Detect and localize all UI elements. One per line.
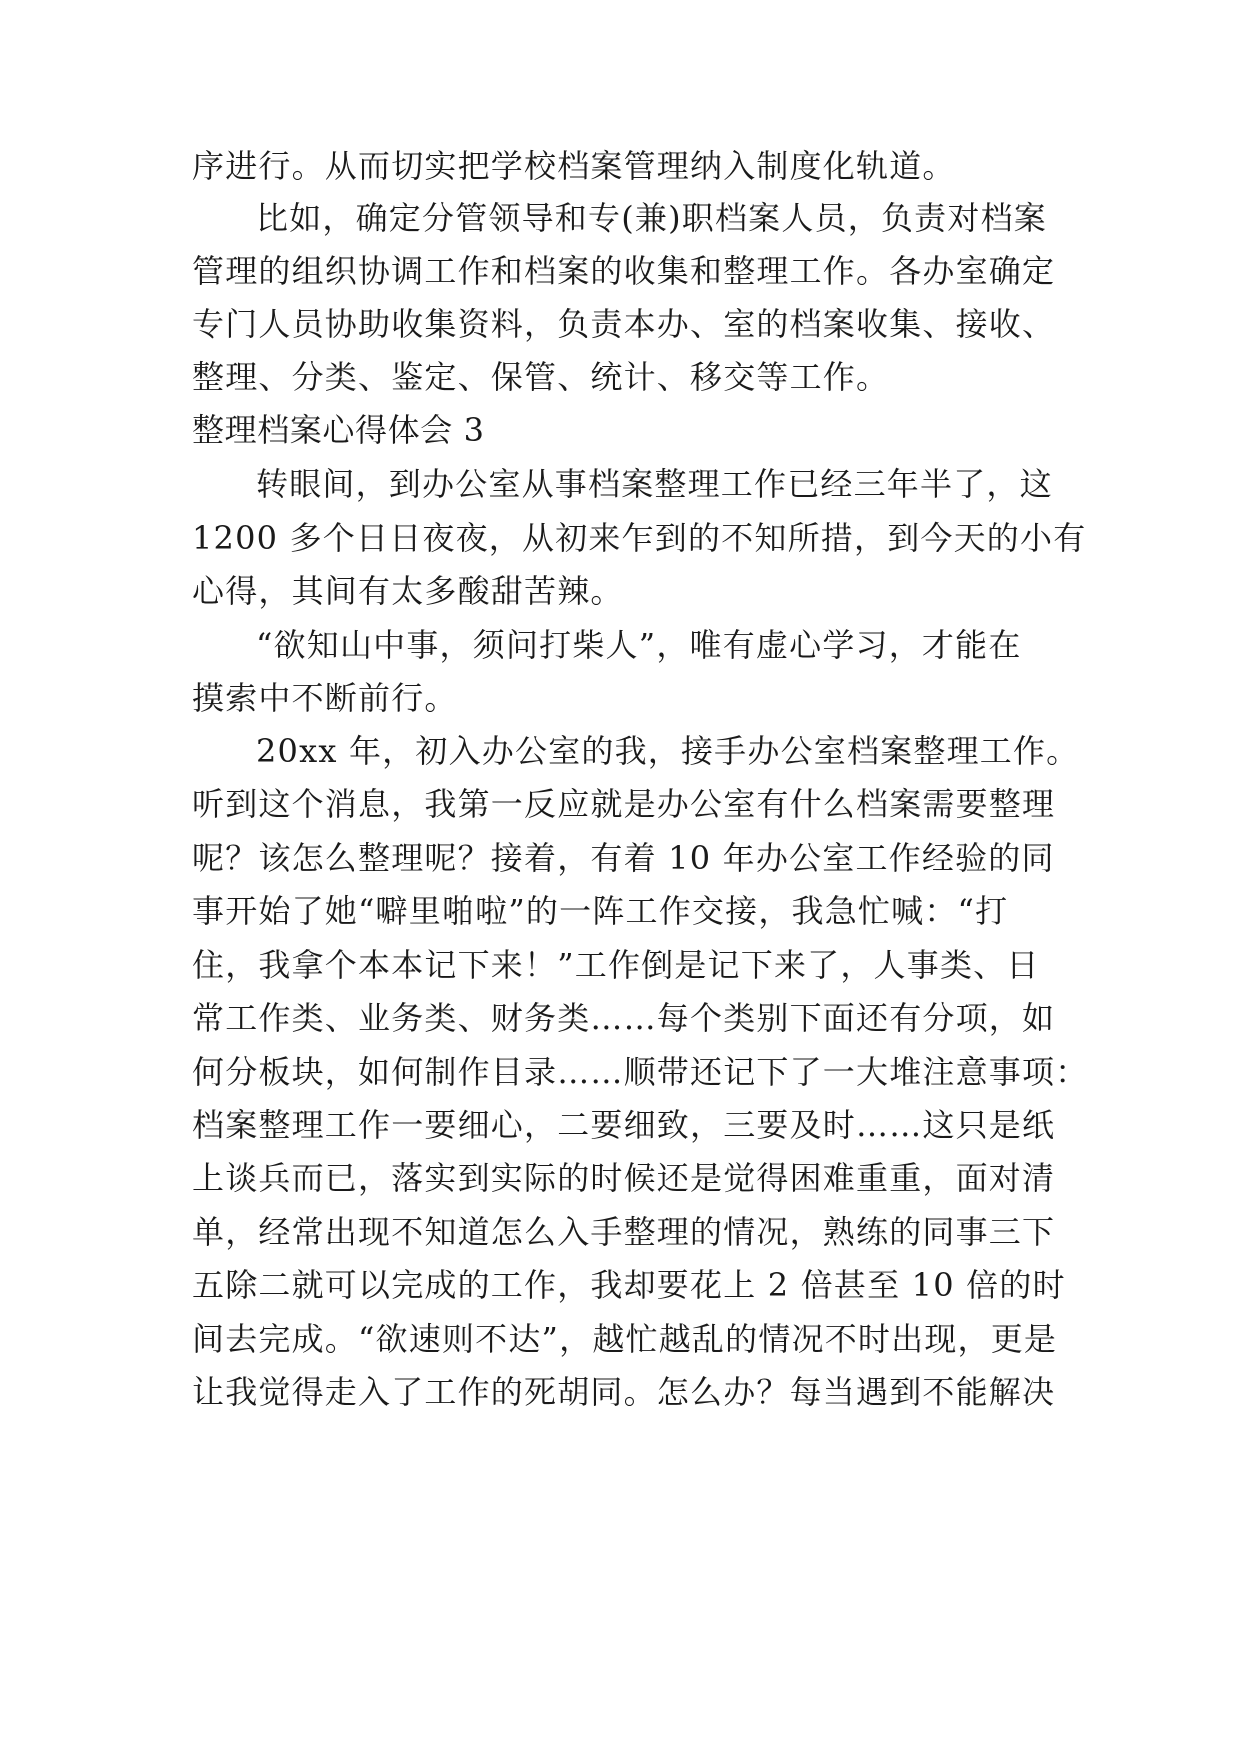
text-line: 摸索中不断前行。: [192, 679, 458, 717]
text-line: 20xx 年，初入办公室的我，接手办公室档案整理工作。: [256, 732, 1080, 770]
text-line: 听到这个消息，我第一反应就是办公室有什么档案需要整理: [192, 785, 1056, 823]
text-line: 比如，确定分管领导和专(兼)职档案人员，负责对档案: [256, 199, 1047, 237]
text-line: 何分板块，如何制作目录……顺带还记下了一大堆注意事项：: [192, 1053, 1089, 1091]
text-line: 住，我拿个本本记下来！”工作倒是记下来了，人事类、日: [192, 946, 1040, 984]
text-line: 管理的组织协调工作和档案的收集和整理工作。各办室确定: [192, 252, 1056, 290]
text-line: 心得，其间有太多酸甜苦辣。: [192, 572, 624, 610]
text-line: 让我觉得走入了工作的死胡同。怎么办？每当遇到不能解决: [192, 1373, 1056, 1411]
text-line: 呢？该怎么整理呢？接着，有着 10 年办公室工作经验的同: [192, 839, 1055, 877]
text-line: 间去完成。“欲速则不达”，越忙越乱的情况不时出现，更是: [192, 1320, 1058, 1358]
text-line: 转眼间，到办公室从事档案整理工作已经三年半了，这: [256, 465, 1053, 503]
section-heading: 整理档案心得体会 3: [192, 411, 485, 449]
text-line: “欲知山中事，须问打柴人”，唯有虚心学习，才能在: [256, 626, 1022, 664]
text-line: 上谈兵而已，落实到实际的时候还是觉得困难重重，面对清: [192, 1159, 1056, 1197]
text-line: 事开始了她“噼里啪啦”的一阵工作交接，我急忙喊：“打: [192, 892, 1009, 930]
text-line: 五除二就可以完成的工作，我却要花上 2 倍甚至 10 倍的时: [192, 1266, 1066, 1304]
text-line: 档案整理工作一要细心，二要细致，三要及时……这只是纸: [192, 1106, 1056, 1144]
text-line: 整理、分类、鉴定、保管、统计、移交等工作。: [192, 358, 890, 396]
text-line: 1200 多个日日夜夜，从初来乍到的不知所措，到今天的小有: [192, 519, 1087, 557]
text-line: 序进行。从而切实把学校档案管理纳入制度化轨道。: [192, 147, 956, 185]
text-line: 专门人员协助收集资料，负责本办、室的档案收集、接收、: [192, 305, 1056, 343]
text-line: 常工作类、业务类、财务类……每个类别下面还有分项，如: [192, 999, 1056, 1037]
text-line: 单，经常出现不知道怎么入手整理的情况，熟练的同事三下: [192, 1213, 1056, 1251]
